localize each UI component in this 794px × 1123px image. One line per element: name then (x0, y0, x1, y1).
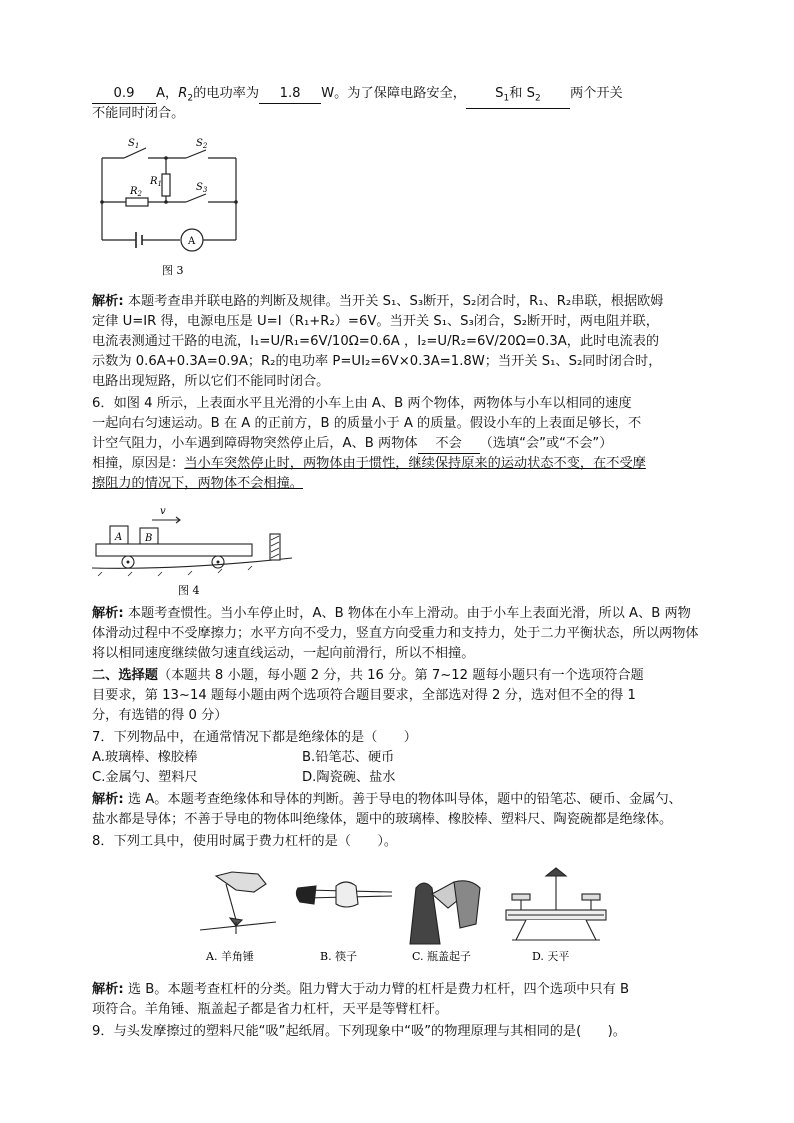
q6-analysis-line-1: 解析: 本题考查惯性。当小车停止时，A、B 物体在小车上滑动。由于小车上表面光滑，所以 A、B 两物 (92, 606, 691, 621)
q7-analysis-line-1: 解析: 选 A。本题考查绝缘体和导体的判断。善于导电的物体叫导体，题中的铅笔芯、硬币、金属勺、 (92, 792, 682, 807)
q6-line-2: 一起向右匀速运动。B 在 A 的正前方，B 的质量小于 A 的质量。假设小车的上表面足够长，不 (92, 416, 642, 431)
label-r2: $R_2$ (130, 186, 142, 198)
q6-analysis-line-2: 体滑动过程中不受摩擦力；水平方向不受力，竖直方向受重力和支持力，处于二力平衡状态，所以两物体 (92, 626, 699, 641)
q7-option-a: A.玻璃棒、橡胶棒 (92, 750, 198, 765)
lever-b-caption: B. 筷子 (320, 950, 358, 963)
q6-line-1: 6．如图 4 所示，上表面水平且光滑的小车上由 A、B 两个物体，两物体与小车以相同的速度 (92, 396, 632, 411)
label-s1: $S_1$ (128, 138, 140, 150)
cart-figure-4 (92, 500, 312, 600)
q5-analysis-line-1: 解析: 本题考查串并联电路的判断及规律。当开关 S₁、S₃断开，S₂闭合时，R₁、R₂串联，根据欧姆 (92, 294, 664, 309)
q7-stem: 7．下列物品中，在通常情况下都是绝缘体的是（ ） (92, 730, 417, 745)
q6-line-4: 相撞，原因是：当小车突然停止时，两物体由于惯性，继续保持原来的运动状态不变，在不受摩 (92, 456, 646, 471)
q8-analysis-line-1: 解析: 选 B。本题考查杠杆的分类。阻力臂大于动力臂的杠杆是费力杠杆，四个选项中只有 B (92, 982, 630, 997)
q7-analysis-line-2: 盐水都是导体；不善于导电的物体叫绝缘体，题中的玻璃棒、橡胶棒、塑料尺、陶瓷碗都是绝缘体。 (92, 812, 673, 827)
q7-option-b: B.铅笔芯、硬币 (302, 750, 395, 765)
q5-analysis-line-3: 电流表测通过干路的电流，I₁=U/R₁=6V/10Ω=0.6A ，I₂=U/R₂=6V/20Ω=0.3A，此时电流表的 (92, 334, 660, 349)
block-b-label: B (145, 533, 153, 544)
q7-options-row-2 (92, 768, 395, 788)
figure-4-caption: 图 4 (178, 584, 200, 597)
q8-stem: 8．下列工具中，使用时属于费力杠杆的是（ ）。 (92, 834, 398, 849)
lever-d-caption: D. 天平 (532, 950, 570, 963)
q5-answer-switches: $S_1$和 $S_2$ (466, 85, 570, 109)
circuit-figure-3 (96, 134, 246, 280)
q6-line-3: 计空气阻力，小车遇到障碍物突然停止后，A、B 两物体 不会 （选填“会”或“不会”） (92, 434, 612, 454)
figure-3-caption: 图 3 (162, 264, 184, 277)
q5-answer-power: 1.8 (259, 85, 321, 104)
q5-line2: 不能同时闭合。 (92, 106, 185, 121)
q5-answer-current: 0.9 (92, 85, 156, 104)
q5-analysis-line-5: 电路出现短路，所以它们不能同时闭合。 (92, 374, 330, 389)
q7-option-c: C.金属勺、塑料尺 (92, 770, 198, 785)
label-r1: $R_1$ (150, 176, 162, 188)
section-2-header: 二、选择题（本题共 8 小题，每小题 2 分，共 16 分。第 7~12 题每小题只有一个选项符合题 (92, 668, 644, 683)
q5-analysis-line-4: 示数为 0.6A+0.3A=0.9A；R₂的电功率 P=UI₂=6V×0.3A=1.8W；当开关 S₁、S₂同时闭合时， (92, 354, 662, 369)
label-s2: $S_2$ (196, 138, 208, 150)
q5-analysis-line-2: 定律 U=IR 得，电源电压是 U=I（R₁+R₂）=6V。当开关 S₁、S₃闭合，S₂断开时，两电阻并联， (92, 314, 659, 329)
q6-answer-blank: 不会 (418, 435, 480, 454)
lever-c-caption: C. 瓶盖起子 (412, 950, 472, 963)
q6-reason-answer: 当小车突然停止时，两物体由于惯性，继续保持原来的运动状态不变，在不受摩 (184, 456, 646, 471)
q7-options-row-1 (92, 748, 394, 768)
q7-option-d: D.陶瓷碗、盐水 (302, 770, 396, 785)
q6-analysis-line-3: 将以相同速度继续做匀速直线运动，一起向前滑行，所以不相撞。 (92, 646, 475, 661)
q8-analysis-line-2: 项符合。羊角锤、瓶盖起子都是省力杠杆，天平是等臂杠杆。 (92, 1002, 449, 1017)
ammeter-label: A (188, 236, 196, 247)
levers-figure (196, 864, 616, 972)
q9-stem: 9．与头发摩擦过的塑料尺能“吸”起纸屑。下列现象中“吸”的物理原理与其相同的是( )。 (92, 1024, 626, 1039)
label-s3: $S_3$ (196, 182, 208, 194)
velocity-label: v (160, 506, 166, 517)
q6-line-5: 擦阻力的情况下，两物体不会相撞。 (92, 476, 303, 491)
section-2-line-2: 目要求，第 13~14 题每小题由两个选项符合题目要求，全部选对得 2 分，选对但不全的得 1 (92, 688, 636, 703)
section-2-line-3: 分，有选错的得 0 分） (92, 708, 228, 723)
block-a-label: A (115, 532, 123, 543)
lever-a-caption: A. 羊角锤 (206, 950, 254, 963)
q5-answer-line: 0.9 A，$R_2$的电功率为 1.8 W。为了保障电路安全， $S_1$和 $S_2$ 两个开关 (92, 84, 623, 109)
